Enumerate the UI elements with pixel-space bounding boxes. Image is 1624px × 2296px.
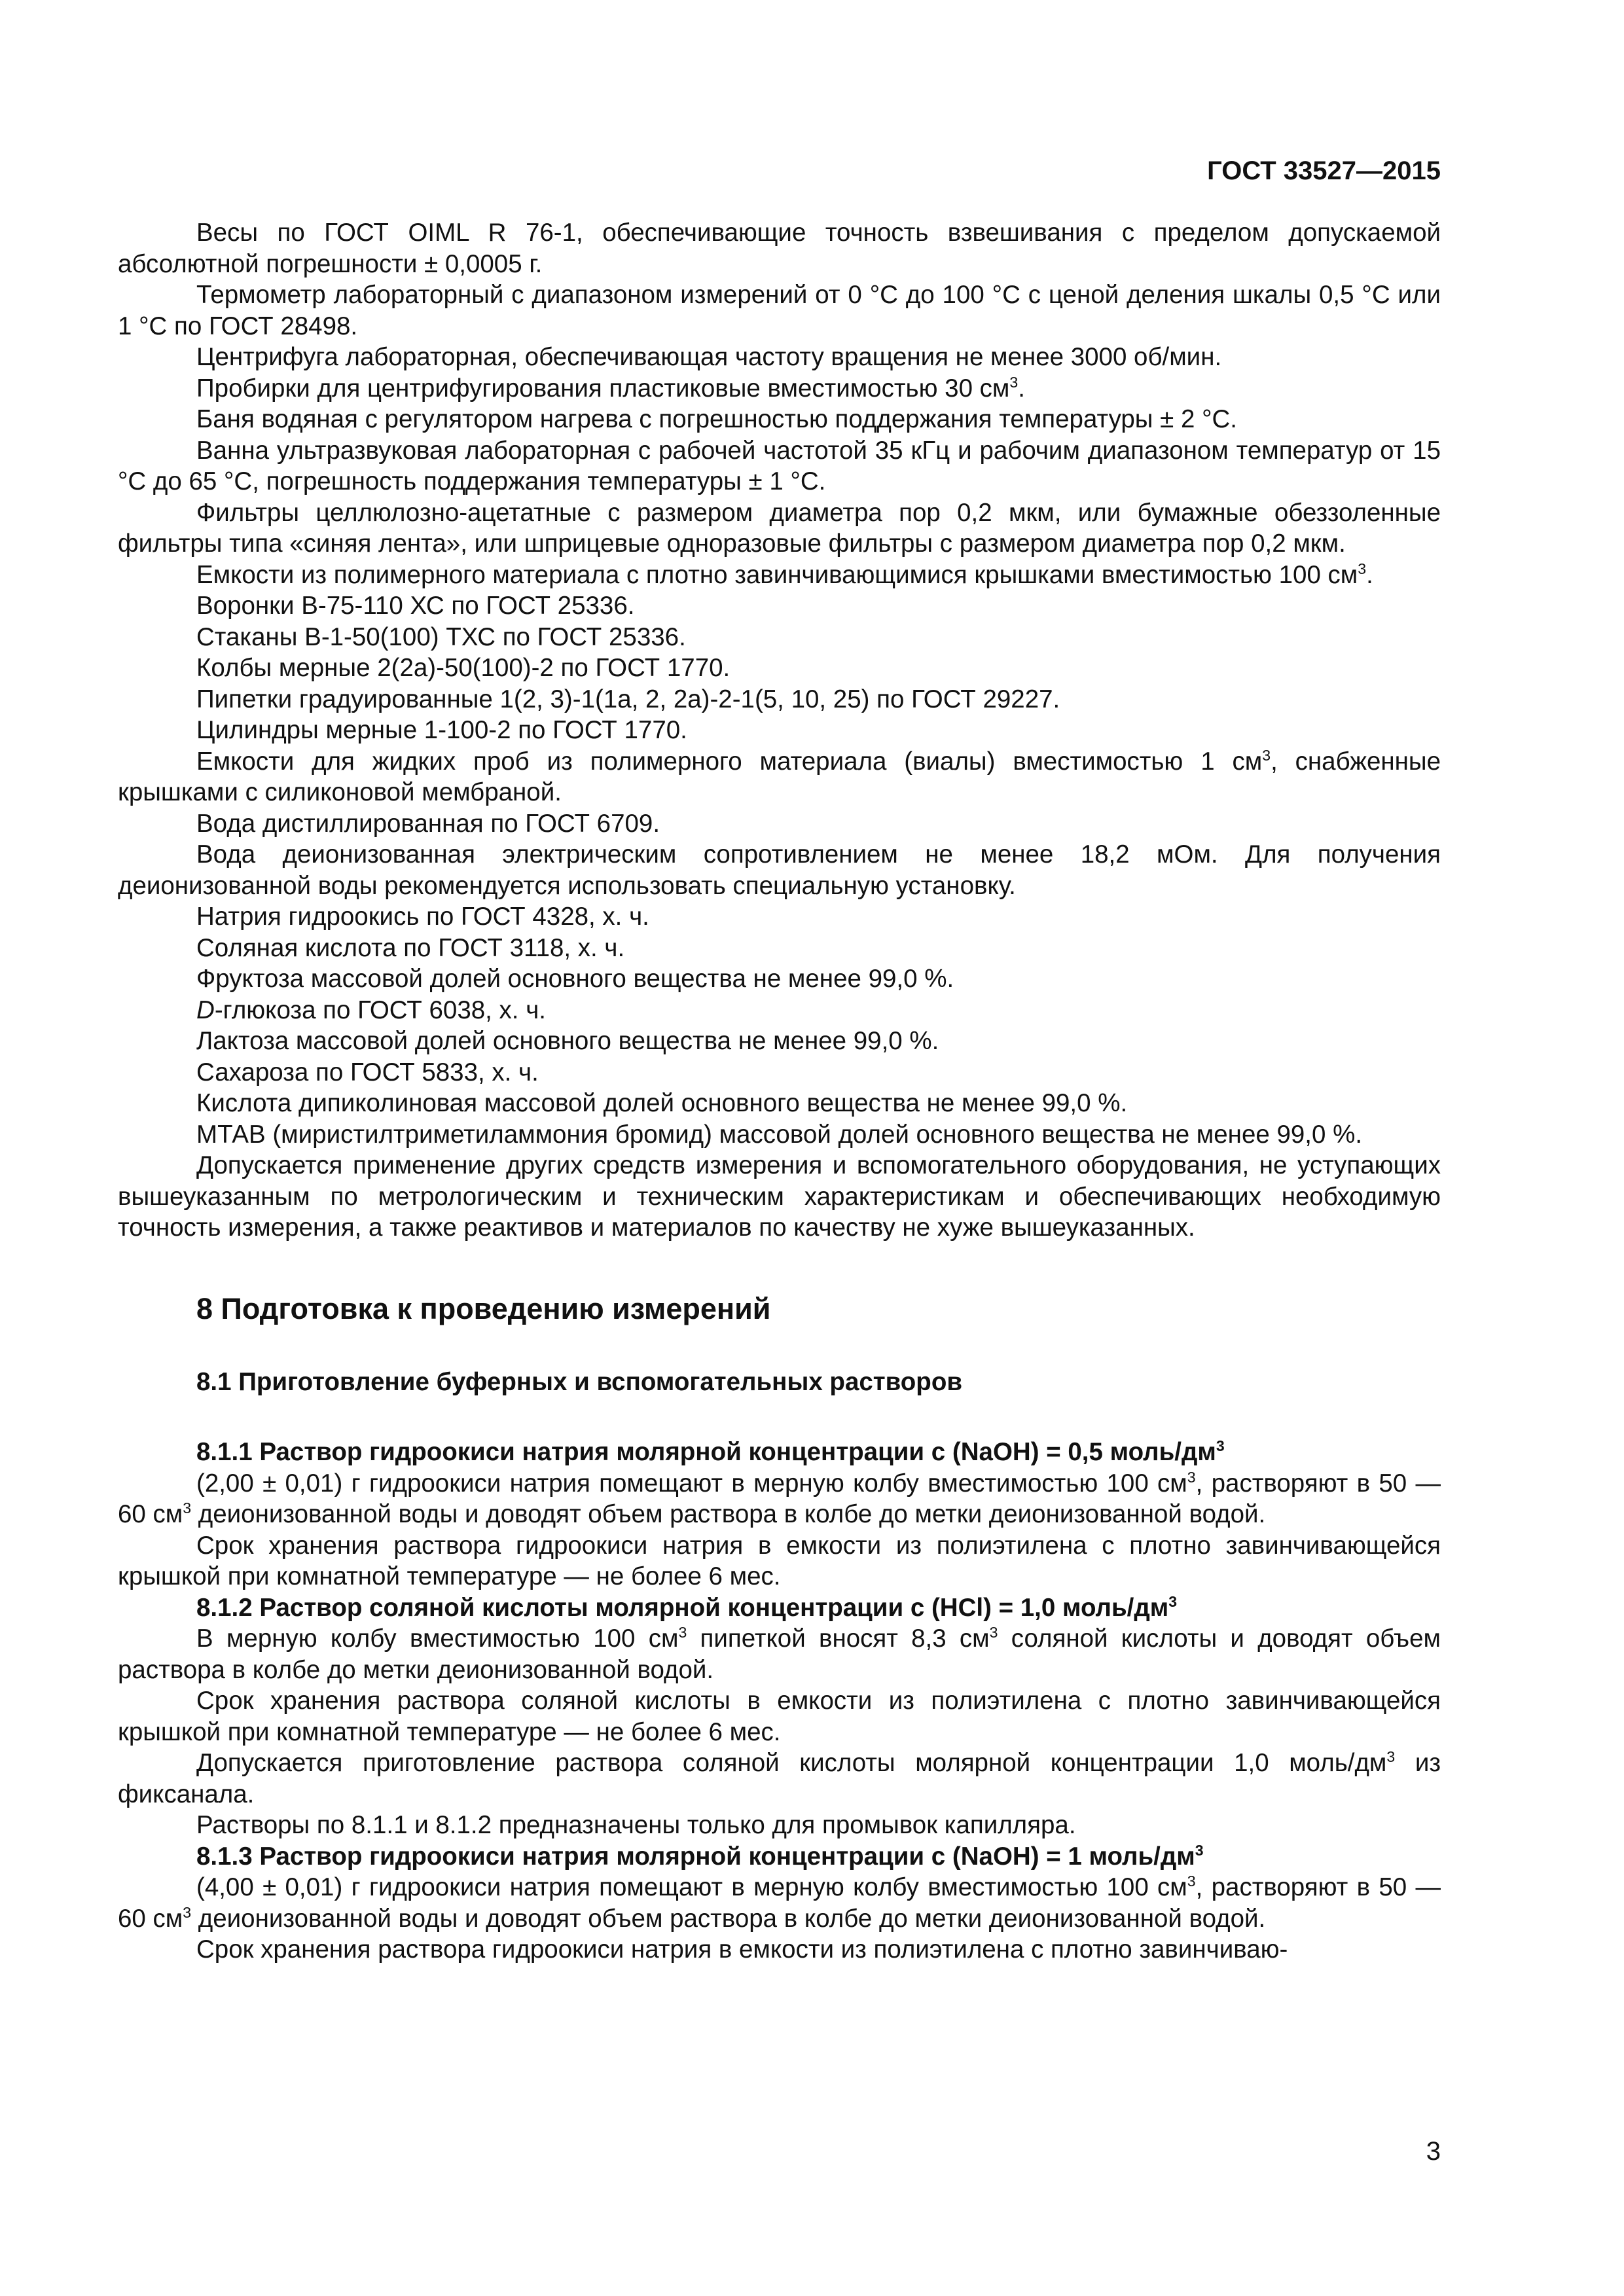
paragraph: В мерную колбу вместимостью 100 $см^3$ пипеткой вносят 8,3 $см^3$ соляной кислоты и доводят объем раствора в колбе до метки деионизованной водой.: [118, 1624, 1441, 1684]
document-body: [118, 217, 1441, 1965]
paragraph: Баня водяная с регулятором нагрева с погрешностью поддержания температуры ± 2 °С.: [196, 405, 1238, 433]
paragraph: (2,00 ± 0,01) г гидроокиси натрия помещают в мерную колбу вместимостью 100 $см^3$, растворяют в 50 — 60 $см^3$ деионизованной воды и доводят объем раствора в колбе до метки деионизованной водой.: [118, 1468, 1441, 1528]
paragraph: Натрия гидроокись по ГОСТ 4328, х. ч.: [196, 903, 649, 931]
italic-prefix: D: [196, 996, 215, 1024]
document-header: ГОСТ 33527—2015: [1207, 156, 1441, 185]
paragraph: Срок хранения раствора гидроокиси натрия в емкости из полиэтилена с плотно завинчиваю-: [196, 1935, 1288, 1964]
paragraph: Пробирки для центрифугирования пластиковые вместимостью 30 $см^3$.: [196, 373, 1025, 403]
paragraph: Стаканы В-1-50(100) ТХС по ГОСТ 25336.: [196, 622, 686, 651]
paragraph: Лактоза массовой долей основного вещества не менее 99,0 %.: [196, 1027, 939, 1055]
paragraph: Соляная кислота по ГОСТ 3118, х. ч.: [196, 933, 625, 962]
section-heading: 8 Подготовка к проведению измерений: [196, 1291, 771, 1325]
paragraph: Термометр лабораторный с диапазоном измерений от 0 °С до 100 °С с ценой деления шкалы 0,5 °С или 1 °С по ГОСТ 28498.: [118, 281, 1441, 340]
paragraph: Емкости из полимерного материала с плотно завинчивающимися крышками вместимостью 100 $см^3$.: [196, 560, 1373, 589]
subsubsection-heading: 8.1.3 Раствор гидроокиси натрия молярной концентрации с (NaOH) = 1 моль/$дм^3$: [196, 1841, 1204, 1871]
paragraph: Ванна ультразвуковая лабораторная с рабочей частотой 35 кГц и рабочим диапазоном температур от 15 °С до 65 °С, погрешность поддержания температуры ± 1 °С.: [118, 436, 1441, 495]
paragraph: Вода деионизованная электрическим сопротивлением не менее 18,2 мОм. Для получения деионизованной воды рекомендуется использовать специальную установку.: [118, 840, 1441, 900]
page-number: 3: [1426, 2137, 1441, 2166]
subsubsection-heading: 8.1.1 Раствор гидроокиси натрия молярной концентрации с (NaOH) = 0,5 моль/$дм^3$: [196, 1437, 1225, 1466]
paragraph: Воронки В-75-110 ХС по ГОСТ 25336.: [196, 592, 635, 620]
equipment-list: [118, 217, 1441, 1244]
paragraph: Сахароза по ГОСТ 5833, х. ч.: [196, 1058, 539, 1086]
paragraph: Емкости для жидких проб из полимерного материала (виалы) вместимостью 1 $см^3$, снабженные крышками с силиконовой мембраной.: [118, 746, 1441, 806]
paragraph: МТАВ (миристилтриметиламмония бромид) массовой долей основного вещества не менее 99,0 %.: [196, 1120, 1363, 1149]
subsubsection-heading: 8.1.2 Раствор соляной кислоты молярной концентрации с (HCl) = 1,0 моль/$дм^3$: [196, 1592, 1178, 1622]
paragraph: Колбы мерные 2(2а)-50(100)-2 по ГОСТ 1770.: [196, 654, 731, 682]
paragraph: Фильтры целлюлозно-ацетатные с размером диаметра пор 0,2 мкм, или бумажные обеззоленные фильтры типа «синяя лента», или шприцевые одноразовые фильтры с размером диаметра пор 0,2 мкм.: [118, 498, 1441, 558]
paragraph: Срок хранения раствора соляной кислоты в емкости из полиэтилена с плотно завинчивающейся крышкой при комнатной температуре — не более 6 мес.: [118, 1687, 1441, 1746]
subsection-heading: 8.1 Приготовление буферных и вспомогательных растворов: [196, 1367, 963, 1396]
paragraph: Цилиндры мерные 1-100-2 по ГОСТ 1770.: [196, 716, 687, 744]
paragraph: Допускается применение других средств измерения и вспомогательного оборудования, не уступающих вышеуказанным по метрологическим и техническим характеристикам и обеспечивающих необходимую точность измерения, а также реактивов и материалов по качеству не хуже вышеуказанных.: [118, 1151, 1441, 1242]
paragraph: Вода дистиллированная по ГОСТ 6709.: [196, 809, 660, 838]
paragraph: Весы по ГОСТ OIML R 76-1, обеспечивающие точность взвешивания с пределом допускаемой абсолютной погрешности ± 0,0005 г.: [118, 219, 1441, 278]
paragraph: Центрифуга лабораторная, обеспечивающая частоту вращения не менее 3000 об/мин.: [196, 343, 1222, 371]
paragraph: (4,00 ± 0,01) г гидроокиси натрия помещают в мерную колбу вместимостью 100 $см^3$, растворяют в 50 — 60 $см^3$ деионизованной воды и доводят объем раствора в колбе до метки деионизованной водой.: [118, 1873, 1441, 1933]
paragraph: Срок хранения раствора гидроокиси натрия в емкости из полиэтилена с плотно завинчивающейся крышкой при комнатной температуре — не более 6 мес.: [118, 1531, 1441, 1590]
paragraph-text: -глюкоза по ГОСТ 6038, х. ч.: [214, 996, 546, 1024]
paragraph: Растворы по 8.1.1 и 8.1.2 предназначены только для промывок капилляра.: [196, 1811, 1076, 1839]
paragraph: Кислота дипиколиновая массовой долей основного вещества не менее 99,0 %.: [196, 1089, 1128, 1117]
paragraph: Допускается приготовление раствора соляной кислоты молярной концентрации 1,0 моль/$дм^3$ из фиксанала.: [118, 1748, 1441, 1808]
paragraph: Пипетки градуированные 1(2, 3)-1(1а, 2, 2а)-2-1(5, 10, 25) по ГОСТ 29227.: [196, 685, 1060, 713]
paragraph-glucose: [118, 995, 1441, 1026]
paragraph: Фруктоза массовой долей основного вещества не менее 99,0 %.: [196, 965, 954, 993]
